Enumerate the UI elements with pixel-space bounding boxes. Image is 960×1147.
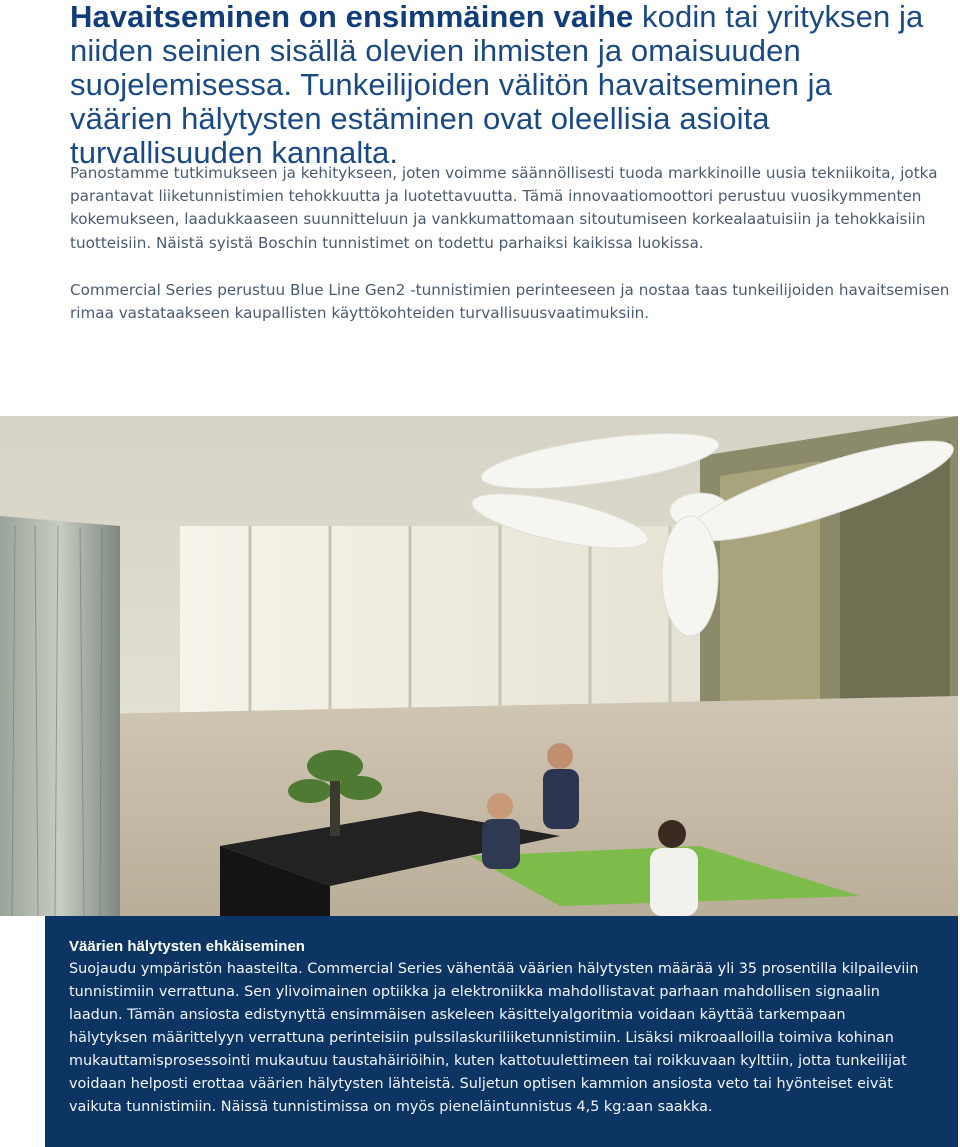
left-margin-strip (0, 916, 45, 1147)
info-box-text: Suojaudu ympäristön haasteilta. Commercial Series vähentää väärien hälytysten määrää yli 35 prosentilla kilpaileviin tunnistimiin verrattuna. Sen ylivoimainen optiikka ja elektroniikka mahdollistavat parhaan mahdollisen signaalin laadun. Tämän ansiosta edistynyttä ensimmäisen askeleen käsittelyalgoritmia voidaan käyttää tarkempaan hälytyksen määrittelyyn verrattuna perinteisiin pulssilaskuriliiketunnistimiin. Lisäksi mikroaalloilla toimiva kohinan mukauttamisprosessointi mukautuu taustahäiriöihin, kuten kattotuulettimeen tai roikkuvaan kylttiin, jotta tunkeilijat voidaan helposti erottaa väärien hälytysten lähteistä. Suljetun optisen kammion ansiosta veto tai hyönteiset eivät vaikuta tunnistimiin. Näissä tunnistimissa on myös pieneläintunnistus 4,5 kg:aan saakka. (69, 961, 919, 1115)
body-paragraph-research: Panostamme tutkimukseen ja kehitykseen, joten voimme säännöllisesti tuoda markkinoille uusia tekniikoita, jotka parantavat liiketunnistimien tehokkuutta ja luotettavuutta. Tämä innovaatiomoottori perustuu vuosikymmenten kokemukseen, laadukkaaseen suunnitteluun ja vankkumattomaan sitoutumiseen korkealaatuisiin ja tehokkaisiin tuotteisiin. Näistä syistä Boschin tunnistimet on todettu parhaiksi kaikissa luokissa. (70, 164, 938, 252)
heading-lead: Havaitseminen on ensimmäinen vaihe (70, 0, 634, 34)
office-photo (0, 416, 958, 916)
heading-rest: kodin tai yrityksen ja niiden seinien sisällä olevien ihmisten ja omaisuuden suojelemisessa. Tunkeilijoiden välitön havaitseminen ja väärien hälytysten estäminen ovat oleellisia asioita turvallisuuden kannalta. (70, 0, 924, 170)
info-box-title: Väärien hälytysten ehkäiseminen (69, 938, 305, 955)
info-box (45, 916, 958, 1147)
body-paragraph-commercial-series: Commercial Series perustuu Blue Line Gen2 -tunnistimien perinteeseen ja nostaa taas tunkeilijoiden havaitsemisen rimaa vastataakseen kaupallisten käyttökohteiden turvallisuusvaatimuksiin. (70, 281, 950, 323)
page-heading (70, 0, 940, 170)
